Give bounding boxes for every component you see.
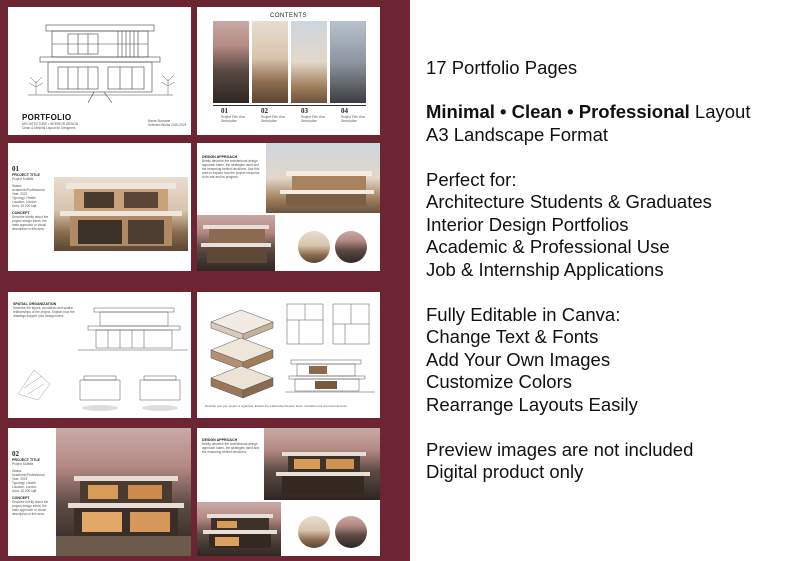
- floor-plan-drawings: [285, 300, 375, 350]
- editable-heading: Fully Editable in Canva:: [426, 304, 621, 325]
- use-case-item: Academic & Professional Use: [426, 236, 670, 257]
- contents-list: [221, 107, 371, 123]
- project-detail: Area: 15,000 sqft: [12, 204, 37, 208]
- cover-title: PORTFOLIO: [22, 113, 72, 122]
- design-approach-text: Briefly describe the architectural design approach taken, the strategies used and the reasoning behind decisions.: [202, 442, 259, 454]
- concept-label: CONCEPT: [12, 211, 30, 215]
- project-number: 01: [12, 165, 19, 173]
- circle-detail-photo-2: [335, 516, 367, 548]
- contents-photo-3: [291, 21, 327, 103]
- cover-year: Selected Works 2020-2024: [148, 123, 187, 127]
- perfect-for-heading: Perfect for:: [426, 169, 517, 190]
- project-detail: Status: Academic/Professional: [12, 469, 45, 477]
- house-render-silhouette: [266, 143, 380, 213]
- contents-photo-2: [252, 21, 288, 103]
- editable-item: Customize Colors: [426, 371, 572, 392]
- project-detail: Status: Academic/Professional: [12, 184, 45, 192]
- project-detail: Area: 15,000 sqft: [12, 489, 37, 493]
- use-case-item: Job & Internship Applications: [426, 259, 664, 280]
- thumbnail-project-01: [8, 143, 191, 271]
- concept-label: CONCEPT: [12, 496, 30, 500]
- house-render-silhouette: [264, 428, 380, 500]
- thumbnail-project-02: [8, 428, 191, 556]
- pages-count-line: 17 Portfolio Pages: [426, 57, 578, 78]
- note-line: Preview images are not included: [426, 439, 694, 460]
- contents-item: 02 Project Title Year Description: [261, 107, 285, 123]
- house-render-silhouette: [54, 177, 188, 251]
- design-approach-heading: DESIGN APPROACH: [202, 438, 238, 442]
- thumbnail-exploded-axonometric: [197, 292, 380, 418]
- concept-text: Describe briefly about the project design intent, the main approach or visual description in this area.: [12, 215, 49, 231]
- format-line: A3 Landscape Format: [426, 124, 609, 145]
- spatial-heading: SPATIAL ORGANIZATION: [13, 302, 57, 306]
- thumbnail-design-approach-01: [197, 143, 380, 271]
- thumbnail-design-approach-02: [197, 428, 380, 556]
- layout-line: [426, 101, 750, 124]
- concept-text: Describe briefly about the project design intent, the main approach or visual description in this area.: [12, 500, 49, 516]
- thumbnail-cover: [8, 7, 191, 135]
- contents-item: 04 Project Title Year Description: [341, 107, 365, 123]
- editable-item: Change Text & Fonts: [426, 326, 599, 347]
- editable-item: Add Your Own Images: [426, 349, 611, 370]
- spatial-text: Describe the layout, circulation and spatial relationships of the project. Explain how the drawings support your design intent.: [13, 306, 75, 318]
- use-case-item: Interior Design Portfolios: [426, 214, 629, 235]
- project-title: PROJECT TITLE: [12, 458, 40, 462]
- design-approach-text: Briefly describe the architectural design approach taken, the strategies used and the reasoning behind decisions. Use this area to explain how the project responds to its site and its program.: [202, 159, 260, 179]
- section-drawing: [285, 356, 375, 396]
- contents-item: 01 Project Title Year Description: [221, 107, 245, 123]
- thumbnail-spatial-organization: [8, 292, 191, 418]
- use-case-item: Architecture Students & Graduates: [426, 191, 712, 212]
- exploded-axonometric-drawing: [201, 302, 281, 402]
- editable-item: Rearrange Layouts Easily: [426, 394, 638, 415]
- contents-heading: CONTENTS: [270, 13, 307, 19]
- project-subtitle: Project Subtitle: [12, 462, 34, 466]
- contents-item: 03 Project Title Year Description: [301, 107, 325, 123]
- project-detail: Typology: Health: [12, 196, 36, 200]
- note-line: Digital product only: [426, 461, 584, 482]
- site-sketch: [14, 364, 54, 404]
- elevation-drawing: [78, 296, 188, 416]
- layout-line-rest: Layout: [689, 101, 751, 122]
- project-detail: Year: 2023: [12, 192, 28, 196]
- layout-line-bold: Minimal • Clean • Professional: [426, 101, 690, 122]
- house-sketch-illustration: [8, 7, 191, 107]
- house-render-silhouette: [197, 215, 275, 271]
- project-number: 02: [12, 450, 19, 458]
- project-detail: Location: London: [12, 485, 37, 489]
- cover-tagline: Clean & Minimal Layout for Designers: [22, 126, 76, 130]
- design-approach-heading: DESIGN APPROACH: [202, 155, 238, 159]
- contents-photo-4: [330, 21, 366, 103]
- contents-photo-1: [213, 21, 249, 103]
- project-detail: Location: London: [12, 200, 37, 204]
- circle-detail-photo-2: [335, 231, 367, 263]
- project-subtitle: Project Subtitle: [12, 177, 34, 181]
- house-render-silhouette: [197, 502, 281, 556]
- exploded-caption: Describe how your project is organized. Explain the relationship between floors, circulation and structural elements.: [205, 404, 348, 408]
- thumbnail-contents: [197, 7, 380, 135]
- cover-name: Name Surname: [148, 119, 171, 123]
- project-detail: Year: 2023: [12, 477, 28, 481]
- project-title: PROJECT TITLE: [12, 173, 40, 177]
- cover-subtitle: ARCHITECTURE • INTERIOR DESIGN: [22, 122, 79, 126]
- circle-detail-photo-1: [298, 516, 330, 548]
- house-render-silhouette: [56, 428, 191, 556]
- circle-detail-photo-1: [298, 231, 330, 263]
- project-detail: Typology: Health: [12, 481, 36, 485]
